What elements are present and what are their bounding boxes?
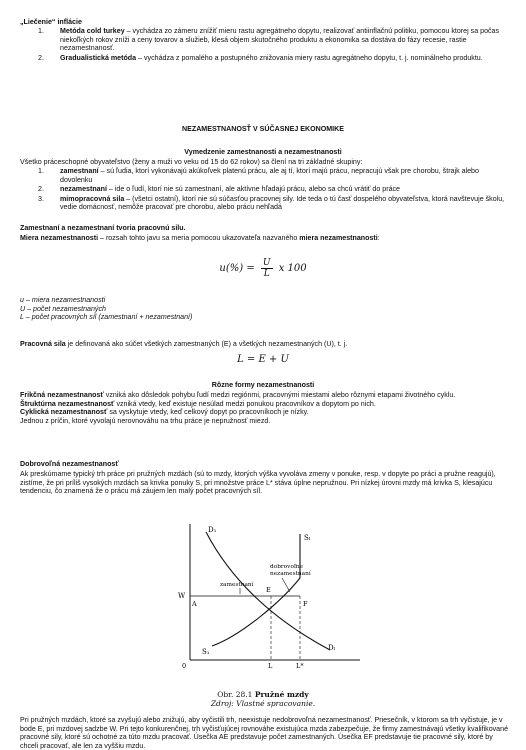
labor-force-formula: L = E + U bbox=[237, 354, 289, 365]
point-e-label: E bbox=[266, 586, 271, 594]
list-item: Cyklická nezamestnanosť sa vyskytuje vtedy, keď celkový dopyt po pracovníkoch je nízky. bbox=[20, 408, 309, 417]
voluntary-pointer bbox=[282, 578, 290, 592]
intro-text: Všetko práceschopné obyvateľstvo (ženy a muži vo veku od 15 do 62 rokov) sa člení na tri základné skupiny: bbox=[20, 158, 363, 166]
l-star-label: L* bbox=[296, 662, 304, 670]
labor-force-line: Zamestnaní a nezamestnaní tvoria pracovnú silu. bbox=[20, 224, 186, 232]
demand-label-top: D₁ bbox=[208, 526, 217, 534]
groups-list bbox=[38, 167, 508, 212]
demand-label-bottom: Dₗ bbox=[328, 644, 336, 652]
point-f-label: F bbox=[303, 600, 308, 608]
voluntary-unemployed-label-line: nezamestnaní bbox=[270, 571, 311, 577]
supply-label-bottom: S₁ bbox=[202, 648, 210, 656]
voluntary-heading: Dobrovoľná nezamestnanosť bbox=[20, 460, 119, 468]
employed-label: zamestnaní bbox=[220, 582, 254, 588]
l-label: L bbox=[268, 662, 273, 670]
list-item: Štruktúrna nezamestnanosť vzniká vtedy, keď existuje nesúlad medzi ponukou pracovníkov a dopytom po nich. bbox=[20, 399, 376, 408]
unemployment-rate-formula: u(%) = $\frac{U}{L}$ x 100 bbox=[219, 258, 307, 279]
wage-label: W bbox=[178, 592, 186, 600]
inflation-cure-heading: „Liečenie“ inflácie bbox=[20, 18, 82, 26]
forms-heading: Rôzne formy nezamestnanosti bbox=[211, 381, 315, 389]
formula-legend: u – miera nezamestnanosti U – počet nezamestnaných L – počet pracovných síl (zamestnaní + nezamestnaní) bbox=[20, 296, 193, 322]
figure-caption: Obr. 28.1 Pružné mzdy bbox=[217, 690, 309, 699]
section-subtitle: Vymedzenie zamestnanosti a nezamestnanosti bbox=[184, 148, 342, 156]
list-item: 2. nezamestnaní – ide o ľudí, ktorí nie sú zamestnaní, ale aktívne hľadajú prácu, alebo sa chcú vrátiť do práce bbox=[38, 185, 401, 194]
supply-label-top: Sₗ bbox=[304, 534, 311, 542]
inflation-cure-section bbox=[20, 18, 510, 27]
list-item: 1. Metóda cold turkey – vychádza zo zámeru znížiť mieru rastu agregátneho dopytu, realizovať antiinflačnú politiku, pomocou ktorej sa počas niekoľkých rokov zníži a ceny tovarov a služieb, klesá objem skutočného produktu a ekonomika sa dostáva do fázy recesie, rastie nezamestnanosť. bbox=[38, 27, 500, 53]
voluntary-unemployed-label bbox=[270, 564, 311, 577]
list-item: 1. zamestnaní – sú ľudia, ktorí vykonávajú akúkoľvek platenú prácu, ale aj tí, ktorí majú prácu, nepracujú však pre chorobu, štrajk alebo dovolenku bbox=[38, 167, 479, 184]
voluntary-text: Ak preskúmame typický trh práce pri pružných mzdách (sú to mzdy, ktorých výška vyvoláva zmeny v ponuke, resp. v dopyte po práci a pružne reagujú), zistíme, že pri príliš vysokých mzdách sa krivka ponuky S, pri množstve práce L* stáva úplne nepružnou. Pri nízkej úrovni mzdy má krivka S, klesajúcu tendenciu, čo znamená že o prácu má záujem len malý počet pracovných síl. bbox=[20, 470, 496, 496]
list-item: Frikčná nezamestnanosť vzniká ako dôsledok pohybu ľudí medzi regiónmi, pracovnými miestami alebo rôznymi etapami životného cyklu. bbox=[20, 391, 456, 399]
list-item: 3. mimopracovná sila – (všetci ostatní), ktorí nie sú súčasťou pracovnej sily. Ide teda o tú časť dospelého obyvateľstva, ktorá navštevuje školu, vedie domácnosť, nemôže pracovať pre chorobu, alebo prácu nehľadá bbox=[38, 194, 505, 212]
forms-list bbox=[20, 391, 510, 425]
origin-label: 0 bbox=[182, 662, 187, 670]
flexible-wages-figure bbox=[170, 518, 380, 688]
closing-text: Pri pružných mzdách, ktoré sa zvyšujú alebo znižujú, aby vyčistili trh, neexistuje nedobrovoľná nezamestnanosť. Priesečník, v ktorom sa trh vyčistuje, je v bode E, pri mzdovej sadzbe W. Pri tejto konkurenčnej, trh vyčisťujúcej rovnováhe existujúca mzda zabezpečuje, že firmy zamestnávajú všetky kvalifikované pracovné sily, ktoré sú ochotné za túto mzdu pracovať. Úsečka AE predstavuje počet zamestnaných. Úsečka EF predstavuje tie pracovné sily, ktoré by chceli pracovať, ale len za vyššiu mzdu. bbox=[20, 716, 509, 750]
figure-source: Zdroj: Vlastné spracovanie. bbox=[210, 699, 316, 708]
list-item: Jednou z príčin, ktoré vyvolajú nerovnováhu na trhu práce je nepružnosť miezd. bbox=[20, 416, 271, 425]
inflation-cure-list bbox=[38, 27, 508, 62]
list-item: 2. Gradualistická metóda – vychádza z pomalého a postupného znižovania miery rastu agregátneho dopytu, t. j. nominálneho produktu. bbox=[38, 53, 483, 62]
rate-definition: Miera nezamestnanosti – rozsah tohto javu sa meria pomocou ukazovateľa nazvaného miera nezamestnanosti: bbox=[20, 234, 380, 242]
point-a-label: A bbox=[192, 600, 197, 608]
supply-curve bbox=[212, 534, 300, 646]
labor-force-definition: Pracovná sila je definovaná ako súčet všetkých zamestnaných (E) a všetkých nezamestnaných (U), t. j. bbox=[20, 340, 348, 348]
voluntary-unemployed-label-line: dobrovoľne bbox=[270, 564, 303, 570]
section-title: NEZAMESTNANOSŤ V SÚČASNEJ EKONOMIKE bbox=[182, 125, 344, 133]
